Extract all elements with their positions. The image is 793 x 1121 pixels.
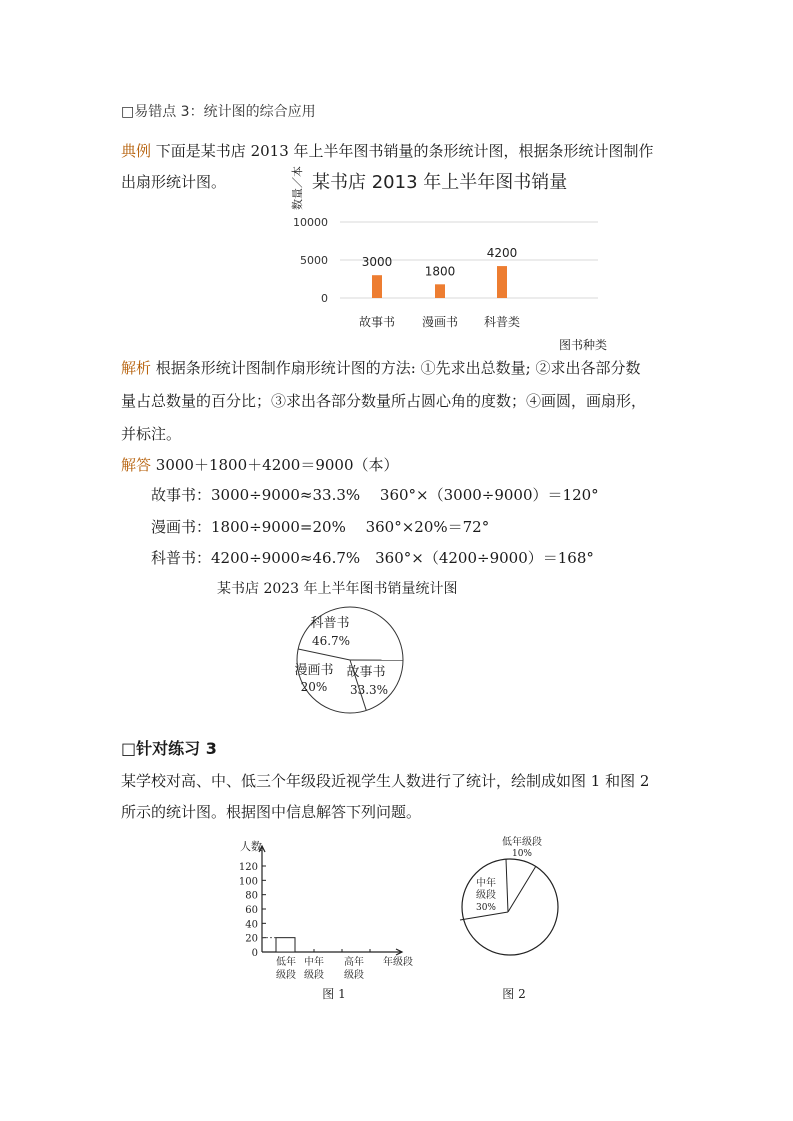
pie-slice-pct: 33.3% [349,683,389,697]
pie-chart-book-sales [290,605,410,715]
pie-slice-pct: 46.7% [311,634,351,648]
analysis-text-2: 量占总数量的百分比；③求出各部分数量所占圆心角的度数；④画圆，画扇形， [121,392,647,410]
figure-1-bar [276,938,295,952]
answer-row-story: 故事书：3000÷9000≈33.3% 360°×（3000÷9000）＝120° [151,486,599,504]
figure-1-ytick: 60 [245,905,258,916]
bar-chart-title: 某书店 2013 年上半年图书销量 [312,172,568,193]
bar-chart-ytick: 5000 [300,254,328,267]
bar-chart-category-label: 漫画书 [421,315,459,329]
bar-chart-ytick: 10000 [293,216,328,229]
bar-chart-data-label: 3000 [361,255,393,270]
figure-1-xlabel: 年级段 [383,957,413,968]
figure-1-bar-chart [224,836,424,1006]
answer-total: 3000＋1800＋4200＝9000（本） [155,456,399,474]
analysis-line-1 [121,357,640,378]
practice-text-2: 所示的统计图。根据图中信息解答下列问题。 [121,803,422,821]
example-text-2: 出扇形统计图。 [121,173,227,191]
figure-2-slice-pct: 30% [475,903,497,913]
analysis-label: 解析 [121,359,152,377]
pie-chart-1-title: 某书店 2023 年上半年图书销量统计图 [217,581,458,597]
pie-slice-name: 故事书 [346,665,386,680]
figure-1-caption: 图 1 [322,987,346,1001]
figure-2-slice-name: 级段 [476,890,496,901]
practice-heading: □针对练习 3 [121,739,217,758]
answer-row-science: 科普书：4200÷9000≈46.7% 360°×（4200÷9000）＝168° [151,549,594,567]
figure-1-ytick: 40 [245,919,258,931]
section-heading: □易错点 3：统计图的综合应用 [121,104,316,120]
figure-1-ylabel: 人数 [240,840,262,853]
practice-text-1: 某学校对高、中、低三个年级段近视学生人数进行了统计，绘制成如图 1 和图 2 [121,772,650,790]
figure-1-ytick: 0 [251,948,258,959]
bar-chart-ylabel: 数量／本 [291,166,304,210]
figure-1-ytick: 120 [238,862,258,873]
pie-slice-name: 漫画书 [294,663,334,678]
figure-1-category-label: 级段 [304,970,324,981]
bar-chart-bar [372,275,382,298]
figure-2-pie-chart [450,830,570,1005]
figure-1-category-label: 级段 [344,970,364,981]
figure-1-category-label: 级段 [276,970,296,981]
figure-1-ytick: 20 [245,933,258,945]
figure-2-caption: 图 2 [502,987,526,1001]
bar-chart-data-label: 4200 [486,246,518,261]
figure-1-category-label: 中年 [304,957,324,968]
bar-chart-bar [497,266,507,298]
figure-1-category-label: 低年 [276,957,296,968]
figure-2-slice-name: 中年 [476,878,496,889]
answer-label: 解答 [121,456,152,474]
bar-chart-bar [435,284,445,298]
example-label: 典例 [121,142,152,160]
pie-slice-pct: 20% [300,680,328,694]
figure-1-category-label: 高年 [344,957,364,968]
example-text-1: 下面是某书店 2013 年上半年图书销量的条形统计图，根据条形统计图制作 [155,142,654,160]
figure-1-ytick: 80 [245,890,258,902]
bar-chart-category-label: 故事书 [358,315,396,329]
bar-chart-category-label: 科普类 [483,315,521,329]
pie-slice-name: 科普书 [310,616,350,631]
answer-total-line [121,454,399,475]
bar-chart-ytick: 0 [321,292,328,305]
analysis-text-1: 根据条形统计图制作扇形统计图的方法: ①先求出总数量; ②求出各部分数 [155,359,641,377]
example-line-1 [121,140,654,161]
figure-2-slice-name: 低年级段 [502,837,542,848]
figure-1-ytick: 100 [238,876,258,888]
bar-chart-xlabel: 图书种类 [559,338,608,352]
bar-chart-book-sales [270,160,630,355]
bar-chart-data-label: 1800 [424,264,456,279]
answer-row-comic: 漫画书：1800÷9000=20% 360°×20%＝72° [151,518,490,536]
figure-2-slice-pct: 10% [511,849,533,859]
analysis-text-3: 并标注。 [121,425,182,443]
